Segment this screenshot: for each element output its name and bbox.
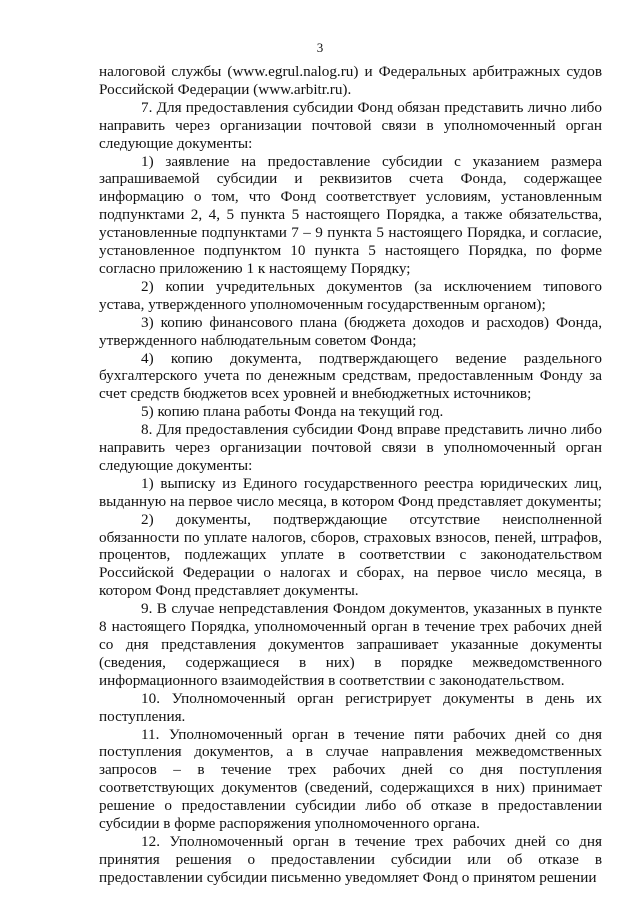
paragraph-item-10: 10. Уполномоченный орган регистрирует документы в день их поступления. (99, 689, 602, 725)
paragraph-7-subitem-3: 3) копию финансового плана (бюджета доходов и расходов) Фонда, утвержденного наблюдательным советом Фонда; (99, 313, 602, 349)
paragraph-item-8: 8. Для предоставления субсидии Фонд вправе представить лично либо направить через организации почтовой связи в уполномоченный орган следующие документы: (99, 421, 602, 474)
paragraph-7-subitem-5: 5) копию плана работы Фонда на текущий год. (141, 403, 444, 421)
paragraph-item-12: 12. Уполномоченный орган в течение трех рабочих дней со дня принятия решения о предоставлении субсидии или об отказе в предоставлении субсидии письменно уведомляет Фонд о принятом решении (99, 832, 602, 886)
paragraph-item-11: 11. Уполномоченный орган в течение пяти рабочих дней со дня поступления документов, а в случае направления межведомственных запросов – в течение трех рабочих дней со дня поступления соответствующих документов (сведений, содержащихся в них) принимает решение о предоставлении субсидии либо об отказе в предоставлении субсидии в форме распоряжения уполномоченного органа. (99, 725, 602, 833)
paragraph-item-9: 9. В случае непредставления Фондом документов, указанных в пункте 8 настоящего Порядка, уполномоченный орган в течение трех рабочих дней со дня представления документов запрашивает указанные документы (сведения, содержащиеся в них) в порядке межведомственного информационного взаимодействия в соответствии с законодательством. (99, 600, 602, 689)
page-number: 3 (316, 40, 324, 55)
paragraph-7-subitem-2: 2) копии учредительных документов (за исключением типового устава, утвержденного уполномоченным государственным органом); (99, 277, 602, 313)
paragraph-7-subitem-1: 1) заявление на предоставление субсидии с указанием размера запрашиваемой субсидии и реквизитов счета Фонда, содержащее информацию о том, что Фонд соответствует условиям, установленным подпунктами 2, 4, 5 пункта 5 настоящего Порядка, а также обязательства, установленные подпунктами 7 – 9 пункта 5 настоящего Порядка, и согласие, установленное подпунктом 10 пункта 5 настоящего Порядка, по форме согласно приложению 1 к настоящему Порядку; (99, 152, 602, 277)
paragraph-7-subitem-4: 4) копию документа, подтверждающего ведение раздельного бухгалтерского учета по денежным средствам, предоставленным Фонду за счет средств бюджетов всех уровней и внебюджетных источников; (99, 349, 602, 403)
paragraph-continuation: налоговой службы (www.egrul.nalog.ru) и Федеральных арбитражных судов Российской Федерации (www.arbitr.ru). (99, 63, 602, 98)
paragraph-8-subitem-2: 2) документы, подтверждающие отсутствие неисполненной обязанности по уплате налогов, сборов, страховых взносов, пеней, штрафов, процентов, подлежащих уплате в соответствии с законодательством Российской Федерации о налогах и сборах, на первое число месяца, в котором Фонд представляет документы. (99, 510, 602, 600)
document-body (99, 63, 602, 887)
paragraph-item-7: 7. Для предоставления субсидии Фонд обязан представить лично либо направить через организации почтовой связи в уполномоченный орган следующие документы: (99, 98, 602, 152)
paragraph-8-subitem-1: 1) выписку из Единого государственного реестра юридических лиц, выданную на первое число месяца, в котором Фонд представляет документы; (99, 474, 602, 510)
